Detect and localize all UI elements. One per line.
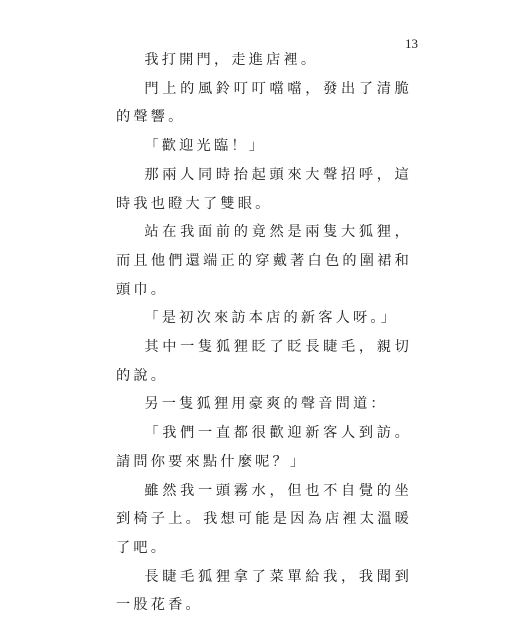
paragraph: 雖然我一頭霧水，但也不自覺的坐到椅子上。我想可能是因為店裡太溫暖了吧。 <box>116 482 412 556</box>
paragraph: 那兩人同時抬起頭來大聲招呼，這時我也瞪大了雙眼。 <box>116 166 412 212</box>
page-number: 13 <box>405 36 418 51</box>
paragraph: 其中一隻狐狸眨了眨長睫毛，親切的說。 <box>116 339 412 384</box>
body-text <box>116 46 412 620</box>
paragraph: 「我們一直都很歡迎新客人到訪。請問你要來點什麼呢？」 <box>116 425 412 470</box>
paragraph: 「歡迎光臨！」 <box>144 138 267 155</box>
paragraph: 「是初次來訪本店的新客人呀。」 <box>144 310 399 327</box>
paragraph: 門上的風鈴叮叮噹噹，發出了清脆的聲響。 <box>116 80 412 126</box>
paragraph: 長睫毛狐狸拿了菜單給我，我聞到一股花香。 <box>116 568 412 614</box>
paragraph: 站在我面前的竟然是兩隻大狐狸，而且他們還端正的穿戴著白色的圍裙和頭巾。 <box>116 224 412 298</box>
paragraph: 另一隻狐狸用豪爽的聲音問道： <box>144 396 388 413</box>
paragraph: 我打開門，走進店裡。 <box>144 52 319 68</box>
